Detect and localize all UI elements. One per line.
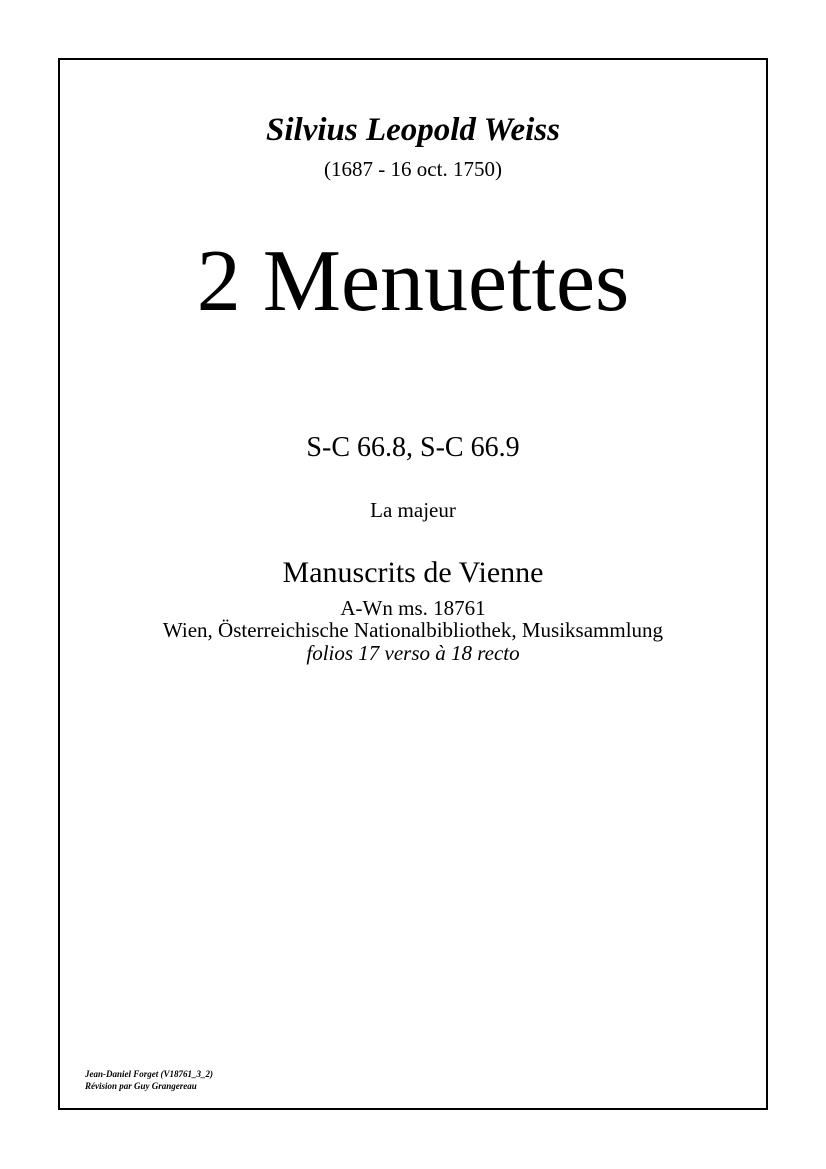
source-title: Manuscrits de Vienne [282, 556, 544, 589]
source-folios: folios 17 verso à 18 recto [306, 641, 520, 665]
work-key: La majeur [370, 498, 456, 522]
source-manuscript: A-Wn ms. 18761 [340, 596, 486, 620]
composer-dates: (1687 - 16 oct. 1750) [324, 157, 502, 181]
page-border [58, 58, 768, 1110]
credits-revision: Révision par Guy Grangereau [85, 1081, 197, 1091]
catalogue-numbers: S-C 66.8, S-C 66.9 [306, 432, 520, 463]
credits-block [85, 1068, 213, 1092]
work-title: 2 Menuettes [196, 233, 630, 330]
composer-name: Silvius Leopold Weiss [266, 112, 560, 148]
source-library: Wien, Österreichische Nationalbibliothek, Musiksammlung [162, 618, 664, 642]
credits-author: Jean-Daniel Forget (V18761_3_2) [85, 1069, 213, 1079]
